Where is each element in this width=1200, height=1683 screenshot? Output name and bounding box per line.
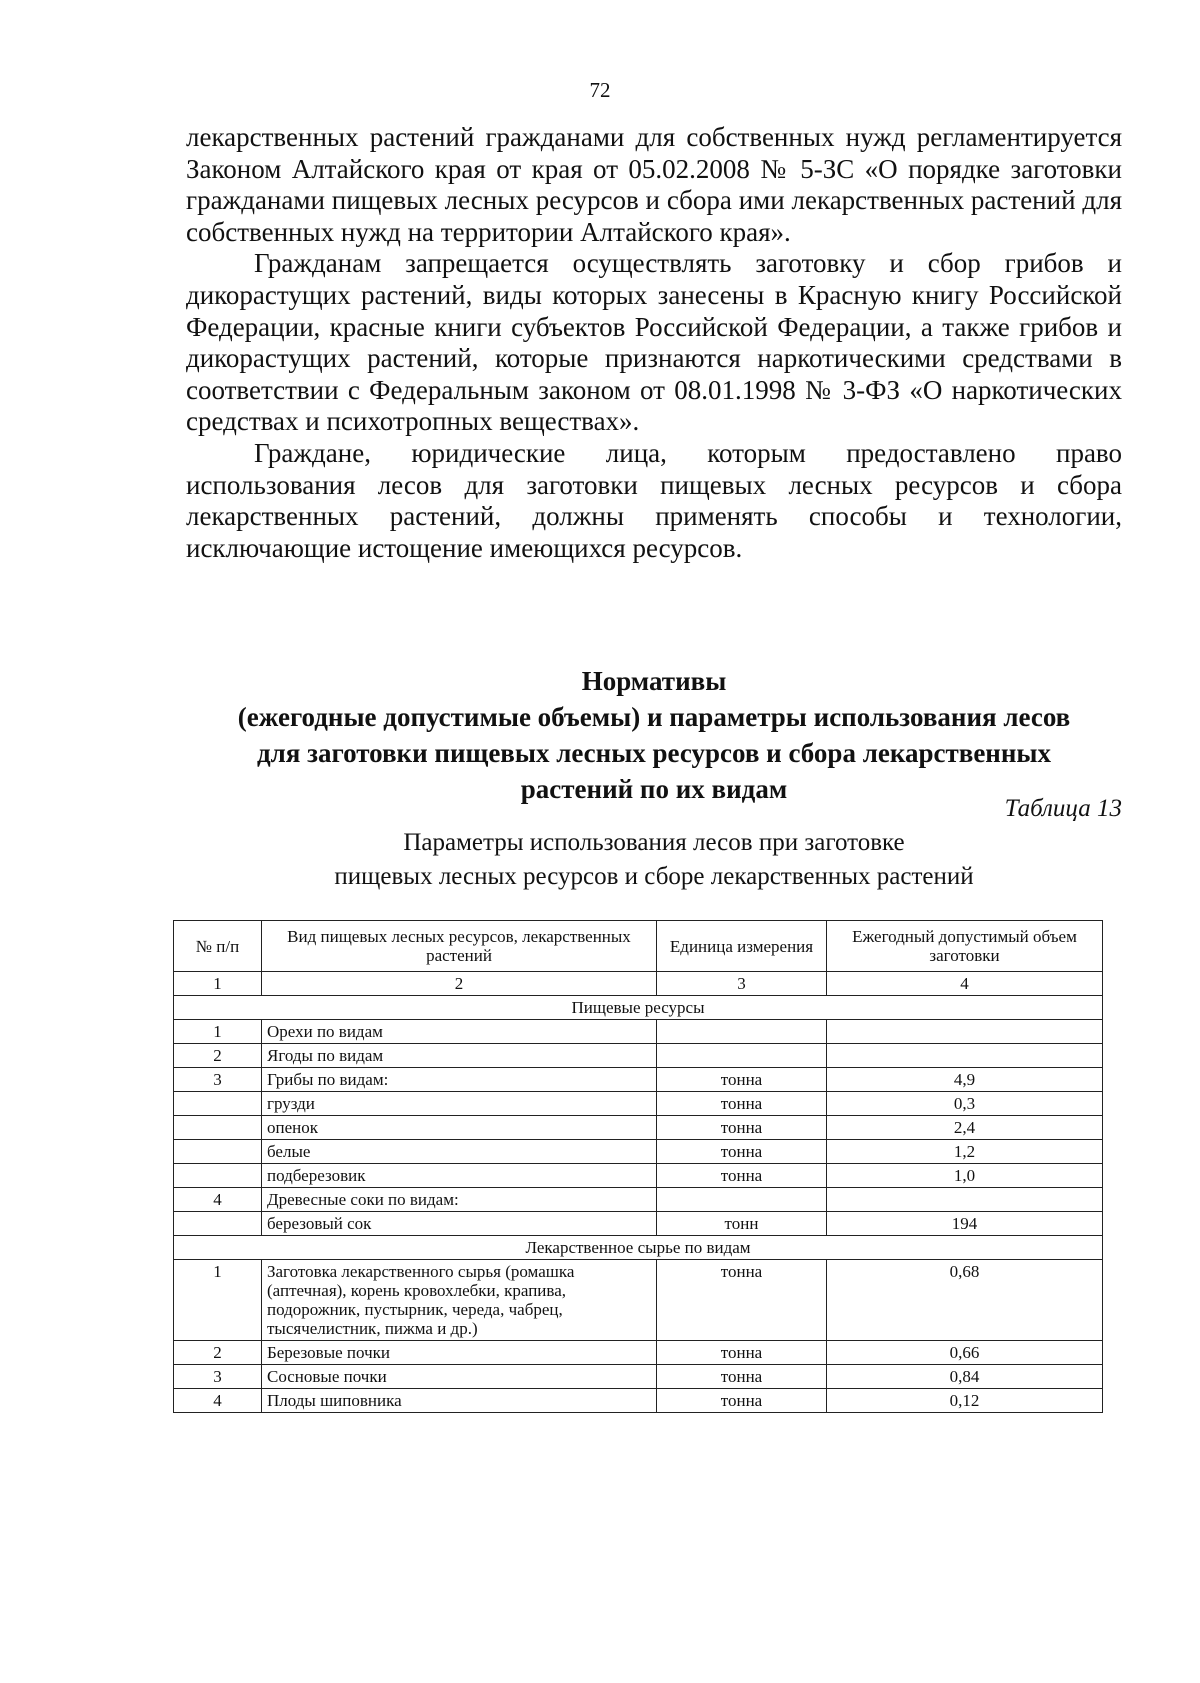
volume-cell: 0,84 <box>827 1365 1103 1389</box>
volume-cell <box>827 1044 1103 1068</box>
section-heading <box>186 663 1122 807</box>
section-row-medicinal <box>174 1236 1103 1260</box>
volume-cell: 2,4 <box>827 1116 1103 1140</box>
unit-cell <box>657 1020 827 1044</box>
header-cell: № п/п <box>174 921 262 972</box>
table-row <box>174 1140 1103 1164</box>
table-row <box>174 1068 1103 1092</box>
heading-line-4: растений по их видам <box>520 774 788 804</box>
paragraph-1: лекарственных растений гражданами для собственных нужд регламентируется Законом Алтайского края от края от 05.02.2008 № 5-ЗС «О порядке заготовки гражданами пищевых лесных ресурсов и сбора ими лекарственных растений для собственных нужд на территории Алтайского края». <box>186 122 1122 247</box>
unit-cell <box>657 1188 827 1212</box>
resource-name: Плоды шиповника <box>262 1389 657 1413</box>
heading-line-1: Нормативы <box>581 666 727 696</box>
table-row <box>174 1341 1103 1365</box>
row-number <box>174 1212 262 1236</box>
resource-name: Сосновые почки <box>262 1365 657 1389</box>
table-caption-line-2: пищевых лесных ресурсов и сборе лекарственных растений <box>334 863 974 890</box>
table-row <box>174 1212 1103 1236</box>
resource-name: Древесные соки по видам: <box>262 1188 657 1212</box>
heading-line-3: для заготовки пищевых лесных ресурсов и сбора лекарственных <box>256 738 1051 768</box>
header-cell: Вид пищевых лесных ресурсов, лекарственных растений <box>262 921 657 972</box>
header-cell: Ежегодный допустимый объем заготовки <box>827 921 1103 972</box>
resource-name: Березовые почки <box>262 1341 657 1365</box>
table-caption <box>186 826 1122 894</box>
row-number: 4 <box>174 1188 262 1212</box>
table-row <box>174 1188 1103 1212</box>
volume-cell <box>827 1188 1103 1212</box>
section-title: Лекарственное сырье по видам <box>174 1236 1103 1260</box>
table-row <box>174 1092 1103 1116</box>
row-number <box>174 1164 262 1188</box>
table-caption-line-1: Параметры использования лесов при заготовке <box>403 829 905 856</box>
table-row <box>174 1044 1103 1068</box>
page-number: 72 <box>589 78 611 102</box>
header-cell: Единица измерения <box>657 921 827 972</box>
row-number: 2 <box>174 1341 262 1365</box>
row-number: 3 <box>174 1068 262 1092</box>
resource-name: Орехи по видам <box>262 1020 657 1044</box>
paragraph-2: Гражданам запрещается осуществлять заготовку и сбор грибов и дикорастущих растений, виды которых занесены в Красную книгу Российской Федерации, красные книги субъектов Российской Федерации, а также грибов и дикорастущих растений, которые признаются наркотическими средствами в соответствии с Федеральным законом от 08.01.1998 № 3-ФЗ «О наркотических средствах и психотропных веществах». <box>186 248 1122 437</box>
resource-name: березовый сок <box>262 1212 657 1236</box>
row-number <box>174 1116 262 1140</box>
unit-cell: тонн <box>657 1212 827 1236</box>
unit-cell: тонна <box>657 1341 827 1365</box>
table-row <box>174 1389 1103 1413</box>
volume-cell: 0,66 <box>827 1341 1103 1365</box>
row-number: 3 <box>174 1365 262 1389</box>
column-number: 3 <box>657 972 827 996</box>
unit-cell: тонна <box>657 1116 827 1140</box>
table-header-row <box>174 921 1103 972</box>
volume-cell: 1,2 <box>827 1140 1103 1164</box>
table-label: Таблица 13 <box>1004 795 1122 822</box>
row-number <box>174 1092 262 1116</box>
resource-name: грузди <box>262 1092 657 1116</box>
resource-name: Грибы по видам: <box>262 1068 657 1092</box>
resources-table <box>173 920 1103 1413</box>
unit-cell: тонна <box>657 1260 827 1341</box>
unit-cell: тонна <box>657 1068 827 1092</box>
table-row <box>174 1164 1103 1188</box>
volume-cell <box>827 1020 1103 1044</box>
unit-cell: тонна <box>657 1365 827 1389</box>
table-row <box>174 1020 1103 1044</box>
resource-name: Заготовка лекарственного сырья (ромашка (аптечная), корень кровохлебки, крапива, подорожник, пустырник, череда, чабрец, тысячелистник, пижма и др.) <box>262 1260 657 1341</box>
column-number: 1 <box>174 972 262 996</box>
row-number <box>174 1140 262 1164</box>
heading-line-2: (ежегодные допустимые объемы) и параметры использования лесов <box>237 702 1071 732</box>
column-number: 4 <box>827 972 1103 996</box>
resource-name: Ягоды по видам <box>262 1044 657 1068</box>
column-number: 2 <box>262 972 657 996</box>
row-number: 2 <box>174 1044 262 1068</box>
resource-name: подберезовик <box>262 1164 657 1188</box>
table-row <box>174 1365 1103 1389</box>
volume-cell: 194 <box>827 1212 1103 1236</box>
resource-name: белые <box>262 1140 657 1164</box>
volume-cell: 0,12 <box>827 1389 1103 1413</box>
unit-cell <box>657 1044 827 1068</box>
row-number: 1 <box>174 1260 262 1341</box>
section-row-food <box>174 996 1103 1020</box>
volume-cell: 1,0 <box>827 1164 1103 1188</box>
table-row <box>174 1116 1103 1140</box>
table-row <box>174 1260 1103 1341</box>
volume-cell: 0,68 <box>827 1260 1103 1341</box>
unit-cell: тонна <box>657 1092 827 1116</box>
section-title: Пищевые ресурсы <box>174 996 1103 1020</box>
paragraph-3: Граждане, юридические лица, которым предоставлено право использования лесов для заготовки пищевых лесных ресурсов и сбора лекарственных растений, должны применять способы и технологии, исключающие истощение имеющихся ресурсов. <box>186 437 1122 563</box>
volume-cell: 0,3 <box>827 1092 1103 1116</box>
row-number: 1 <box>174 1020 262 1044</box>
body-text <box>186 122 1122 564</box>
volume-cell: 4,9 <box>827 1068 1103 1092</box>
unit-cell: тонна <box>657 1389 827 1413</box>
unit-cell: тонна <box>657 1140 827 1164</box>
column-number-row <box>174 972 1103 996</box>
row-number: 4 <box>174 1389 262 1413</box>
resource-name: опенок <box>262 1116 657 1140</box>
unit-cell: тонна <box>657 1164 827 1188</box>
